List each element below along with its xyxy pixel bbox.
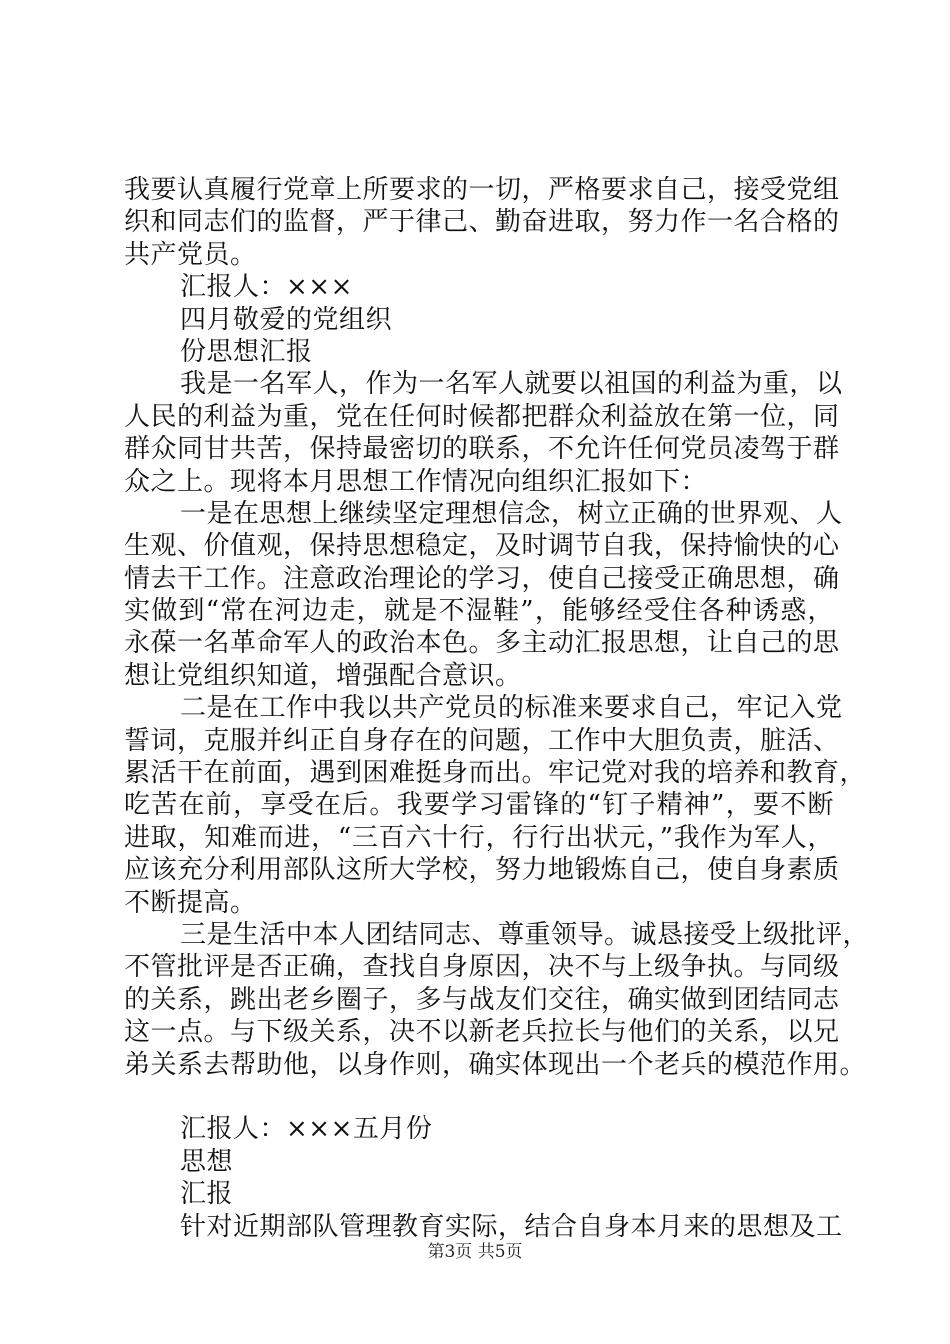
text-line: 共产党员。 <box>124 239 257 270</box>
text-line: 实做到“常在河边走，就是不湿鞋”，能够经受住各种诱惑， <box>124 596 834 627</box>
blank-line <box>124 1081 834 1113</box>
text-line: 针对近期部队管理教育实际，结合自身本月来的思想及工 <box>180 1211 843 1242</box>
text-line: 累活干在前面，遇到困难挺身而出。牢记党对我的培养和教育， <box>124 758 867 789</box>
document-body <box>124 174 870 1243</box>
text-line: 群众同甘共苦，保持最密切的联系，不允许任何党员凌驾于群 <box>124 434 840 465</box>
text-line: 汇报人：×××五月份 <box>180 1114 433 1145</box>
text-line: 生观、价值观，保持思想稳定，及时调节自我，保持愉快的心 <box>124 531 840 562</box>
text-line: 我要认真履行党章上所要求的一切，严格要求自己，接受党组 <box>124 175 840 205</box>
text-line: 汇报人：××× <box>180 272 353 303</box>
text-line: 人民的利益为重，党在任何时候都把群众利益放在第一位，同 <box>124 401 840 432</box>
text-line: 誓词，克服并纠正自身存在的问题，工作中大胆负责，脏活、 <box>124 725 840 756</box>
text-line: 不断提高。 <box>124 887 257 918</box>
text-line: 我是一名军人，作为一名军人就要以祖国的利益为重，以 <box>180 369 843 400</box>
text-line: 想让党组织知道，增强配合意识。 <box>124 660 522 691</box>
text-line: 这一点。与下级关系，决不以新老兵拉长与他们的关系，以兄 <box>124 1017 840 1048</box>
text-line: 情去干工作。注意政治理论的学习，使自己接受正确思想，确 <box>124 563 840 594</box>
text-line: 弟关系去帮助他，以身作则，确实体现出一个老兵的模范作用。 <box>124 1049 867 1080</box>
text-line: 二是在工作中我以共产党员的标准来要求自己，牢记入党 <box>180 693 843 724</box>
text-line: 织和同志们的监督，严于律己、勤奋进取，努力作一名合格的 <box>124 207 840 238</box>
text-line: 应该充分利用部队这所大学校，努力地锻炼自己，使自身素质 <box>124 855 840 886</box>
text-line: 进取，知难而进，“三百六十行，行行出状元，”我作为军人， <box>124 822 834 853</box>
text-line: 吃苦在前，享受在后。我要学习雷锋的“钉子精神”，要不断 <box>124 790 834 821</box>
text-line: 四月敬爱的党组织 <box>180 304 393 335</box>
text-line: 的关系，跳出老乡圈子，多与战友们交往，确实做到团结同志 <box>124 984 840 1015</box>
text-line: 众之上。现将本月思想工作情况向组织汇报如下： <box>124 466 708 497</box>
text-line: 不管批评是否正确，查找自身原因，决不与上级争执。与同级 <box>124 952 840 983</box>
text-line: 思想 <box>180 1146 234 1177</box>
page-footer: 第3页 共5页 <box>427 1242 523 1262</box>
text-line: 一是在思想上继续坚定理想信念，树立正确的世界观、人 <box>180 498 843 529</box>
text-line: 汇报 <box>180 1179 234 1210</box>
text-line: 永葆一名革命军人的政治本色。多主动汇报思想，让自己的思 <box>124 628 840 659</box>
text-line: 三是生活中本人团结同志、尊重领导。诚恳接受上级批评， <box>180 919 870 950</box>
text-line: 份思想汇报 <box>180 336 313 367</box>
